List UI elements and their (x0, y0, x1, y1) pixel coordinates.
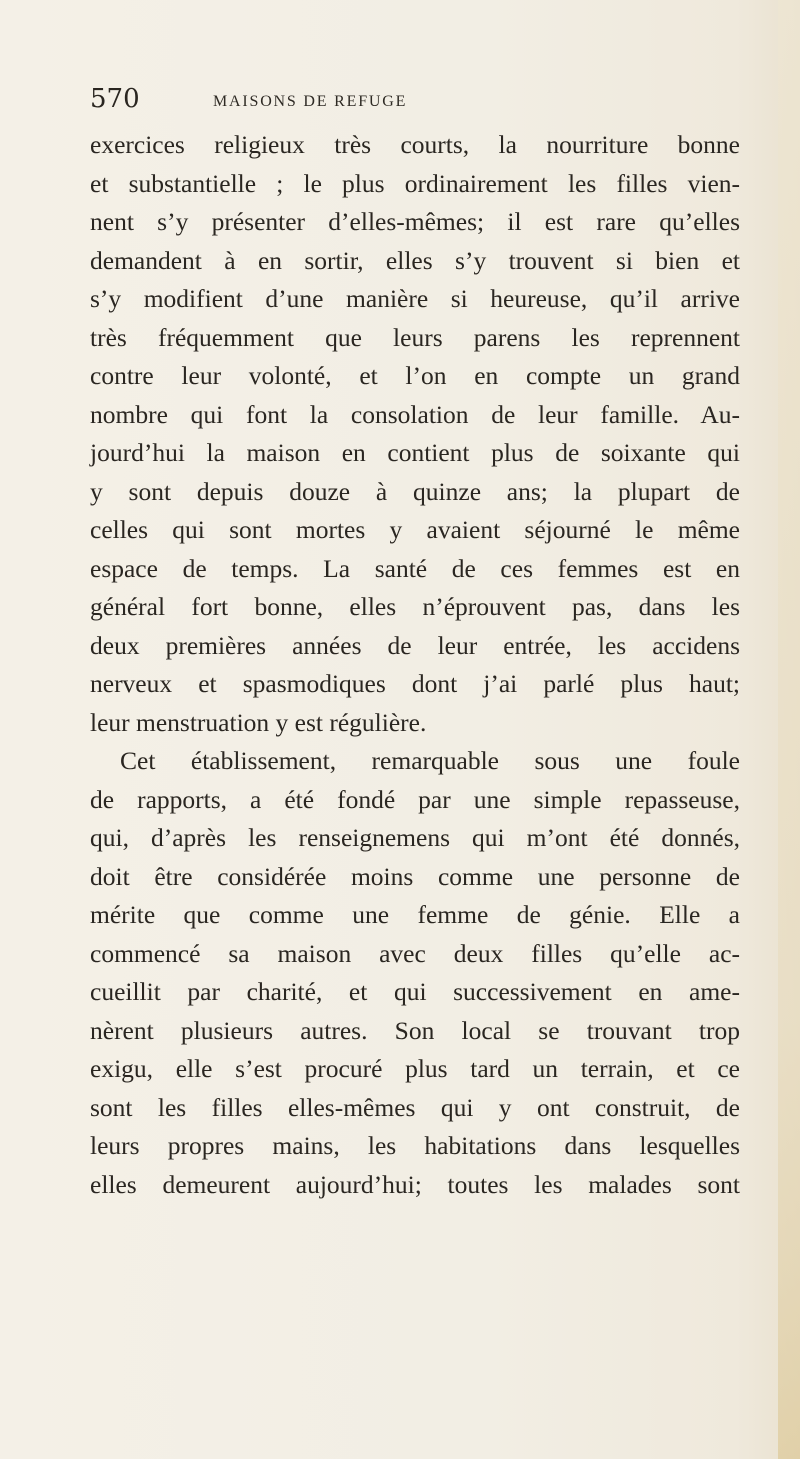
text-line: s’y modifient d’une manière si heureuse, qu’il arrive (90, 284, 740, 313)
page-edge-discoloration (778, 0, 800, 1459)
text-line: général fort bonne, elles n’éprouvent pas, dans les (90, 592, 740, 621)
text-line: jourd’hui la maison en contient plus de soixante qui (90, 438, 740, 467)
text-line: doit être considérée moins comme une personne de (90, 861, 740, 891)
text-line: sont les filles elles-mêmes qui y ont construit, de (90, 1092, 740, 1122)
text-line: deux premières années de leur entrée, les accidens (90, 630, 740, 660)
page-number: 570 (90, 84, 140, 114)
text-line: cueillit par charité, et qui successivement en ame- (90, 977, 740, 1006)
text-line: mérite que comme une femme de génie. Elle a (90, 900, 740, 929)
text-line: Cet établissement, remarquable sous une foule (120, 746, 740, 775)
text-line: exigu, elle s’est procuré plus tard un terrain, et ce (90, 1054, 740, 1083)
text-line: leurs propres mains, les habitations dans lesquelles (90, 1131, 740, 1160)
text-line: elles demeurent aujourd’hui; toutes les malades sont (90, 1169, 740, 1199)
text-line: et substantielle ; le plus ordinairement les filles vien- (90, 168, 740, 198)
page-header (90, 84, 740, 124)
text-line: exercices religieux très courts, la nourriture bonne (90, 130, 740, 159)
body-text (90, 126, 740, 1204)
text-line: leur menstruation y est régulière. (90, 707, 427, 737)
text-line: celles qui sont mortes y avaient séjourné le même (90, 515, 740, 544)
text-line: très fréquemment que leurs parens les reprennent (90, 322, 740, 352)
text-line: espace de temps. La santé de ces femmes est en (90, 553, 740, 583)
text-line: de rapports, a été fondé par une simple repasseuse, (90, 784, 740, 814)
text-line: nent s’y présenter d’elles-mêmes; il est rare qu’elles (90, 207, 740, 236)
text-line: contre leur volonté, et l’on en compte un grand (90, 361, 740, 390)
text-line: nombre qui font la consolation de leur famille. Au- (90, 399, 740, 429)
text-line: y sont depuis douze à quinze ans; la plupart de (90, 476, 740, 506)
text-line: nèrent plusieurs autres. Son local se trouvant trop (90, 1015, 740, 1045)
text-line: commencé sa maison avec deux filles qu’elle ac- (90, 938, 740, 968)
text-line: qui, d’après les renseignemens qui m’ont été donnés, (90, 823, 740, 852)
text-line: demandent à en sortir, elles s’y trouvent si bien et (90, 245, 740, 275)
text-line: nerveux et spasmodiques dont j’ai parlé plus haut; (90, 669, 740, 698)
running-title: MAISONS DE REFUGE (213, 93, 408, 110)
